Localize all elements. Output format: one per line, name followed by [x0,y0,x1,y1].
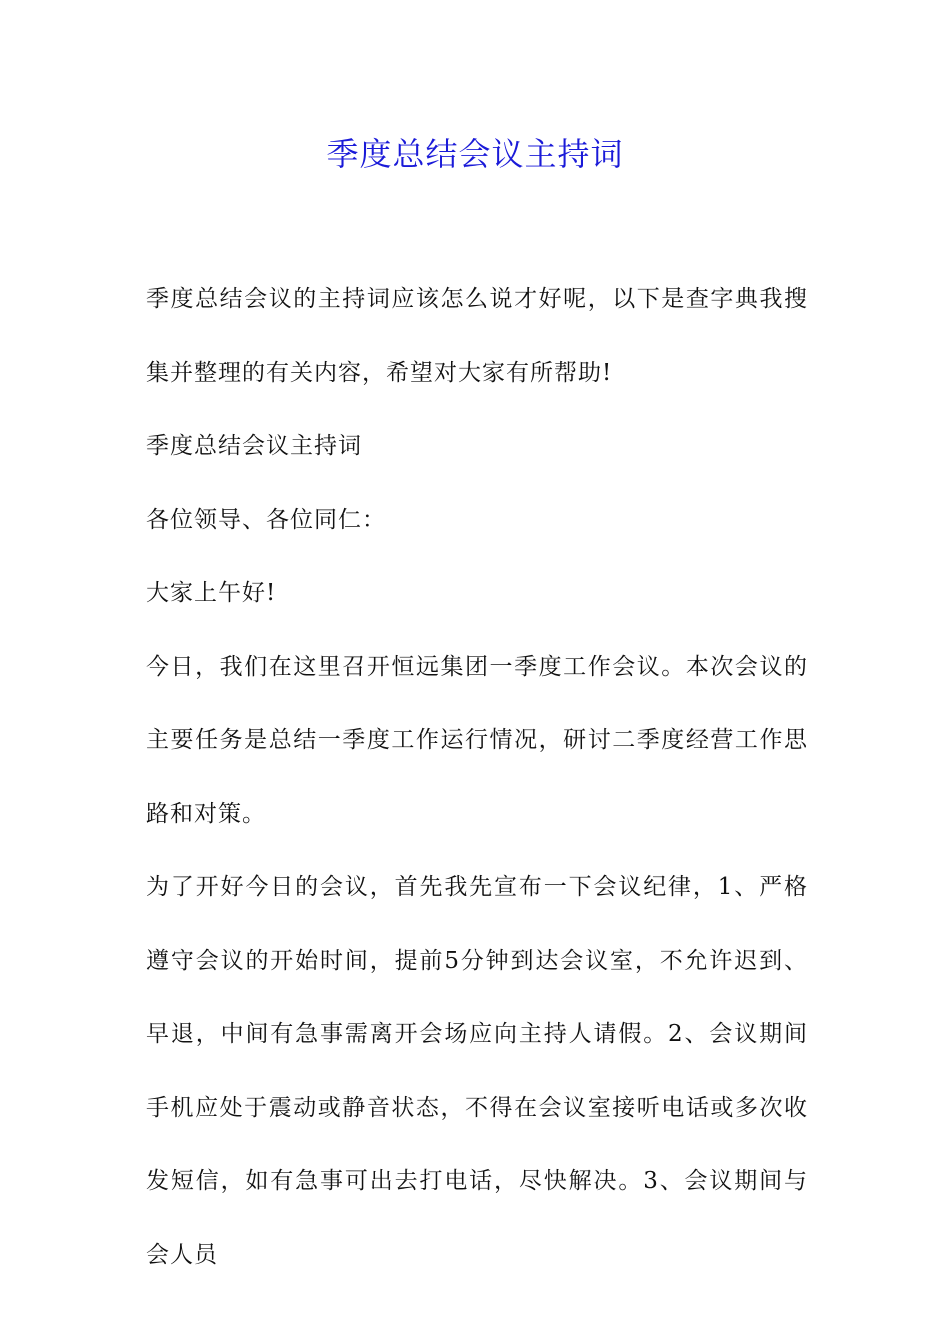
paragraph-greeting: 大家上午好! [146,580,277,606]
document-title: 季度总结会议主持词 [326,135,624,173]
paragraph-salutation: 各位领导、各位同仁： [146,506,386,533]
paragraph-intro: 季度总结会议的主持词应该怎么说才好呢，以下是查字典我搜集并整理的有关内容，希望对大家有所帮助! [146,286,808,386]
paragraph-meeting-purpose: 今日，我们在这里召开恒远集团一季度工作会议。本次会议的主要任务是总结一季度工作运行情况，研讨二季度经营工作思路和对策。 [146,653,808,827]
document-body [146,263,808,1292]
paragraph-meeting-rules: 为了开好今日的会议，首先我先宣布一下会议纪律，1、严格遵守会议的开始时间，提前5分钟到达会议室，不允许迟到、早退，中间有急事需离开会场应向主持人请假。2、会议期间手机应处于震动或静音状态，不得在会议室接听电话或多次收发短信，如有急事可出去打电话，尽快解决。3、会议期间与会人员 [146,874,808,1268]
paragraph-subtitle: 季度总结会议主持词 [146,433,362,459]
